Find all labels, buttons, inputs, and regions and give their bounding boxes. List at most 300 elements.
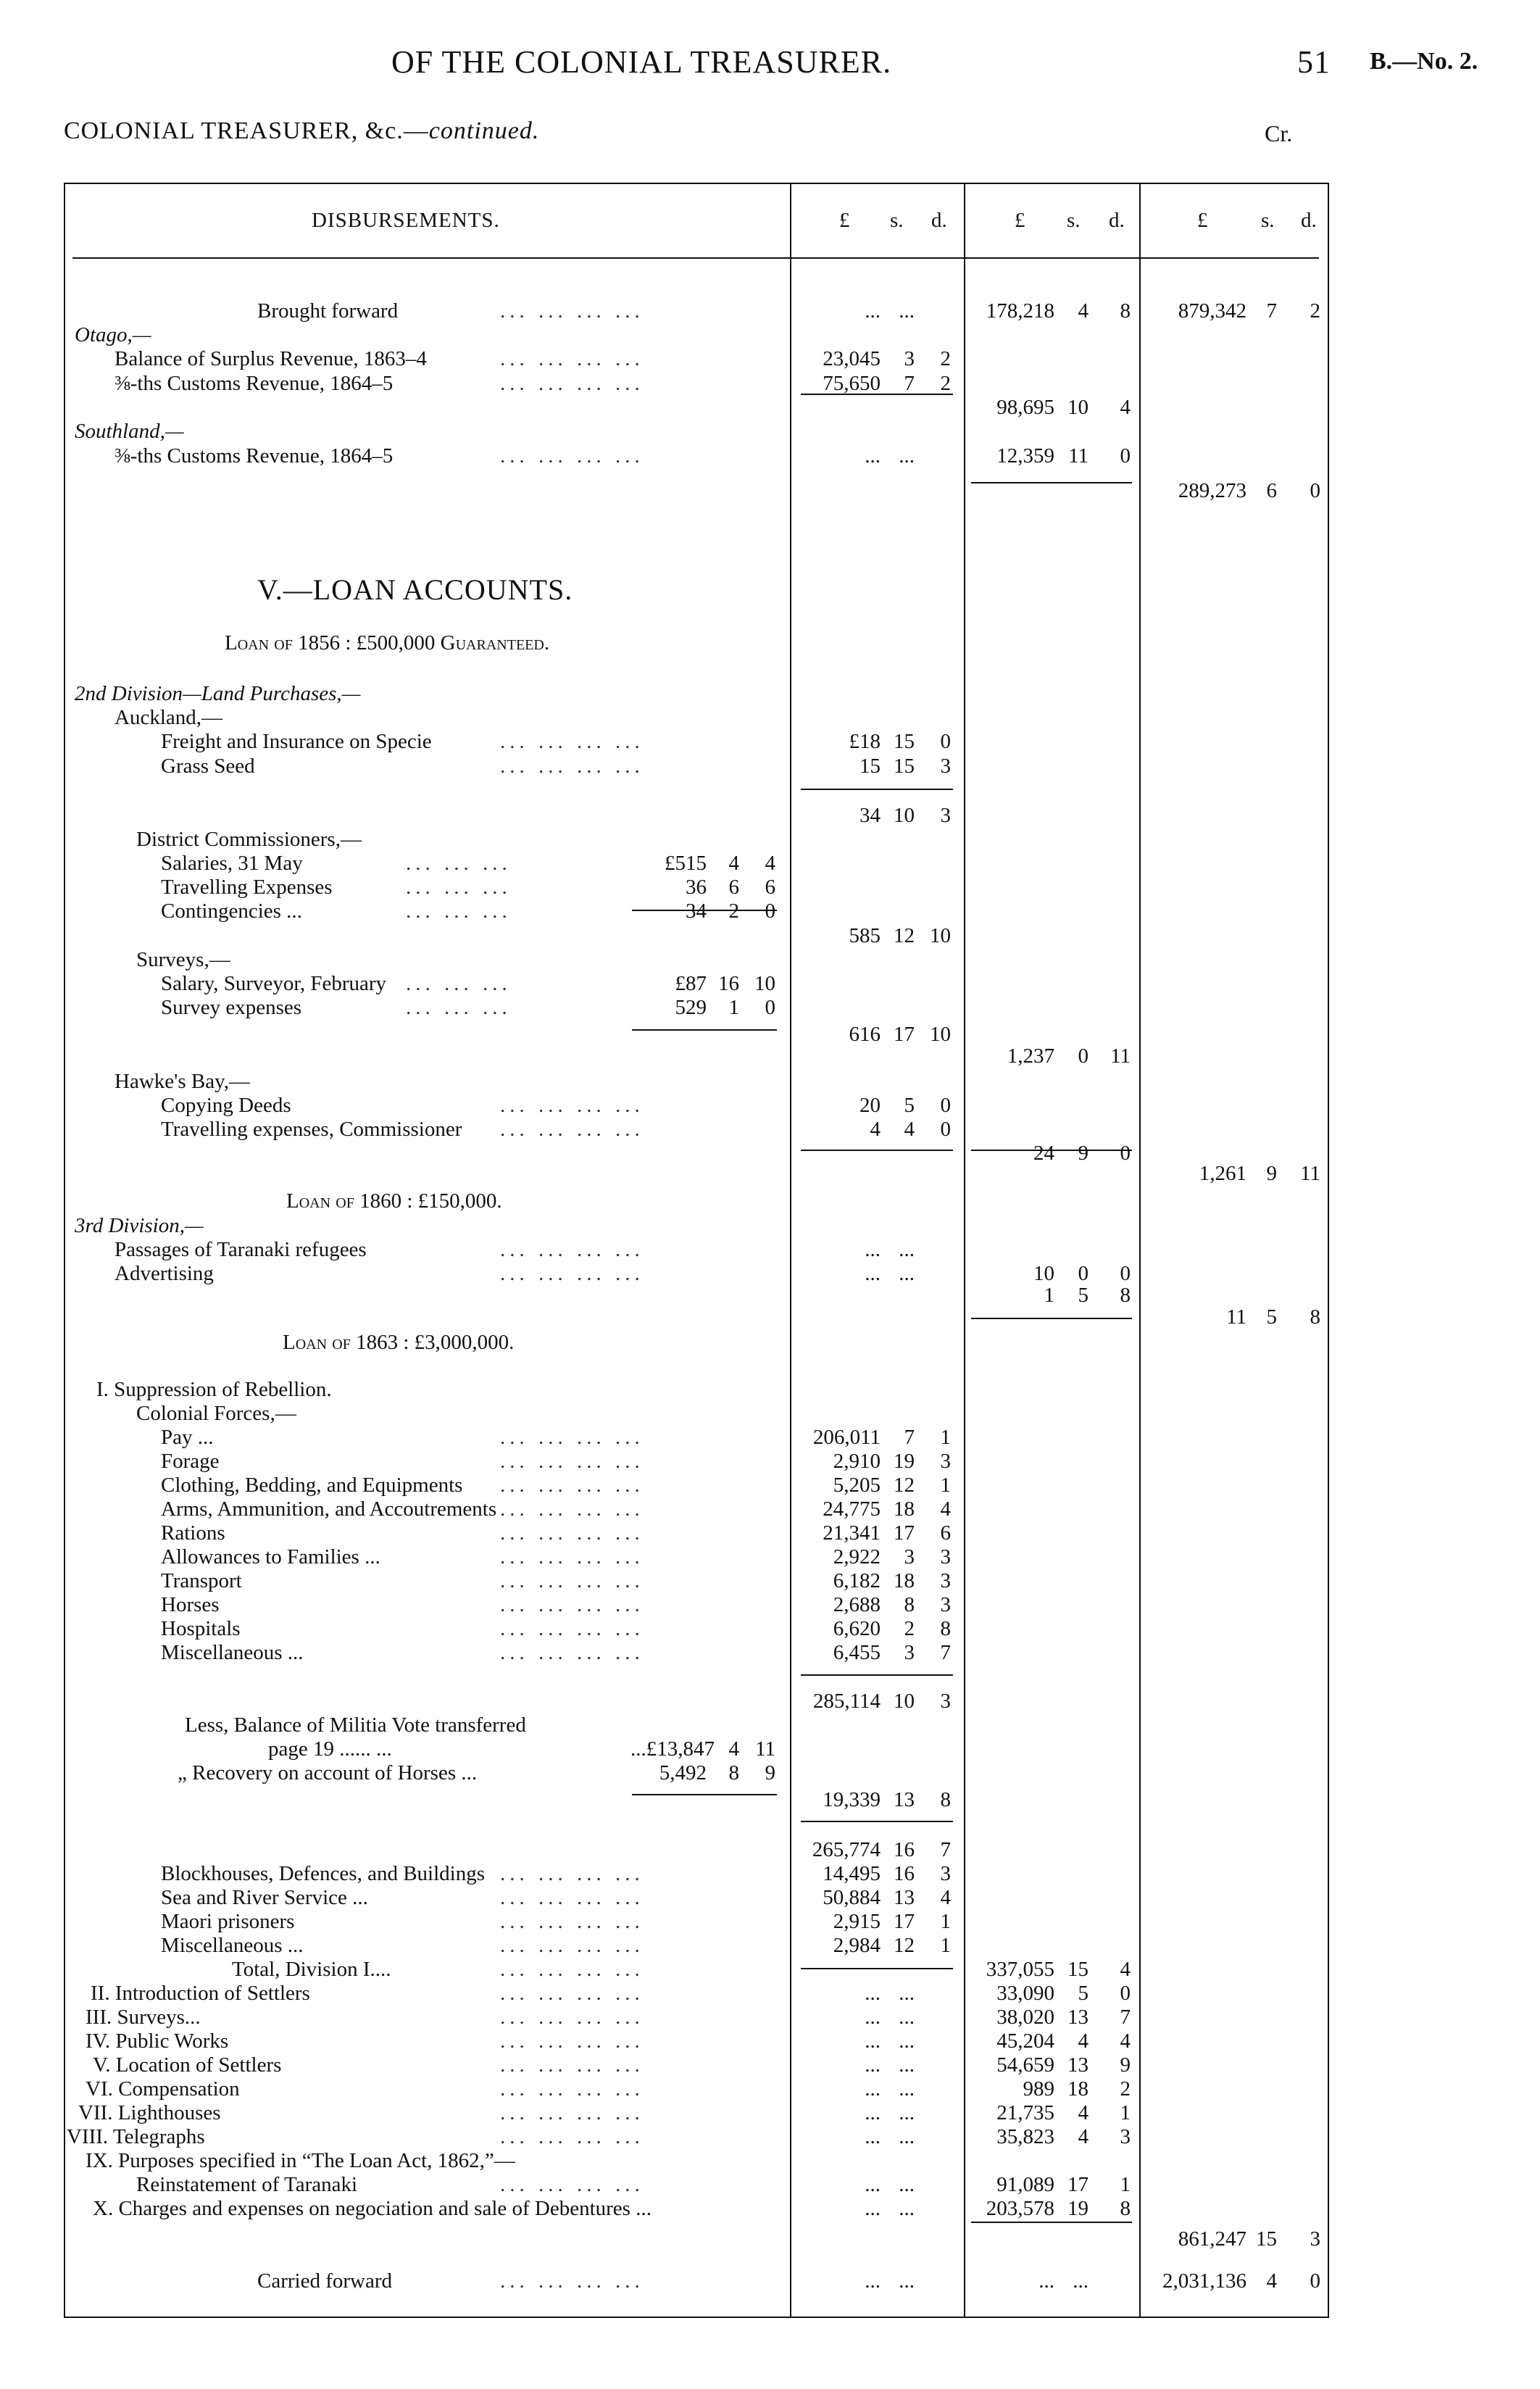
row-label-r6: VI. Compensation [86,2077,240,2101]
amount-c1-shillings: ... [899,2053,915,2077]
amount-c2-pounds: ... [1039,2269,1054,2293]
amount-c1-pounds: 6,182 [833,1569,881,1592]
row-label-cfw: Carried forward [257,2269,392,2293]
col2-pence: d. [1109,209,1125,232]
amount-c2-shillings: 18 [1067,2077,1089,2101]
leader-dots: ... ... ... ... [500,1934,644,1957]
amount-c1-pounds: 2,910 [833,1450,881,1473]
row-label-t2: Advertising [115,1262,214,1285]
row-label-dc2: Travelling Expenses [161,876,333,899]
amount-c1-pence: 10 [930,1023,951,1046]
amount-c3-pounds: 879,342 [1178,299,1246,323]
col1-pence: d. [931,209,947,232]
leader-dots: ... ... ... ... [500,755,644,778]
leader-dots: ... ... ... ... [500,1426,644,1449]
leader-dots: ... ... ... ... [500,299,644,323]
row-label-tot: Total, Division I.... [232,1958,391,1981]
amount-c1-shillings: 17 [894,1521,915,1545]
row-label-r10: X. Charges and expenses on negociation and sale of Debentures ... [93,2197,652,2220]
row-label-r3: III. Surveys... [86,2006,201,2029]
amount-c1-pounds: ... [865,1238,881,1261]
amount-c1-pence: 0 [940,1094,951,1117]
amount-c2-pence: 8 [1120,2197,1131,2220]
amount-c1-pounds: 15 [860,755,881,778]
row-label-p7: Transport [161,1569,242,1592]
amount-c1-pounds: 2,688 [833,1593,881,1616]
amount-c2-shillings: 4 [1078,2029,1089,2053]
leader-dots: ... ... ... [406,972,512,995]
row-label-sv2: Survey expenses [161,996,302,1019]
row-label-l63: Loan of 1863 : £3,000,000. [283,1331,515,1354]
page-title: OF THE COLONIAL TREASURER. [391,44,892,80]
amount-c2-pence: 8 [1120,299,1131,323]
amount-c2-pounds: 178,218 [986,299,1054,323]
amount-c0-pounds: £87 [675,972,707,995]
leader-dots: ... ... ... [406,876,512,899]
leader-dots: ... ... ... ... [500,1569,644,1592]
amount-c1-pence: 7 [940,1641,951,1664]
amount-c3-pence: 0 [1310,479,1320,502]
row-label-a1: Freight and Insurance on Specie [161,730,432,753]
amount-c1-shillings: 13 [894,1886,915,1909]
amount-c2-pence: 0 [1120,444,1131,468]
amount-c1-pence: 1 [940,1474,951,1497]
subtitle-text: COLONIAL TREASURER, &c.— [64,117,429,144]
amount-c1-pence: 1 [940,1934,951,1957]
amount-c1-pounds: 75,650 [823,372,881,395]
row-label-south: Southland,— [75,420,184,443]
leader-dots: ... ... ... ... [500,2125,644,2148]
amount-c1-shillings: ... [899,2006,915,2029]
amount-c1-pence: 1 [940,1910,951,1933]
amount-c2-pence: 11 [1110,1044,1131,1068]
row-label-dc1: Salaries, 31 May [161,852,303,875]
amount-c2-pence: 8 [1120,1284,1131,1307]
amount-c2-pounds: 91,089 [996,2173,1054,2196]
amount-c1-pence: 4 [940,1886,951,1909]
amount-c1-pounds: 206,011 [812,1426,881,1449]
amount-c0-pounds: 36 [686,876,707,899]
amount-c1-shillings: ... [899,2077,915,2101]
col2-shillings: s. [1067,209,1081,232]
amount-c1-shillings: 13 [894,1788,915,1811]
amount-c1-pounds: ... [865,2029,881,2053]
row-label-hb: Hawke's Bay,— [115,1070,250,1093]
amount-c1-pounds: 50,884 [823,1886,881,1909]
row-label-ls3: „ Recovery on account of Horses ... [178,1761,478,1785]
amount-c1-pounds: £18 [849,730,881,753]
amount-c0-pence: 6 [765,876,775,899]
col2-pounds: £ [1015,209,1025,232]
amount-c1-shillings: 15 [894,755,915,778]
amount-c1-pounds: 2,922 [833,1545,881,1569]
leader-dots: ... ... ... ... [500,1862,644,1885]
leader-dots: ... ... ... ... [500,1118,644,1141]
amount-c2-pence: 1 [1120,2173,1131,2196]
amount-c3-pence: 11 [1300,1162,1320,1185]
section-heading: V.—LOAN ACCOUNTS. [257,573,573,606]
amount-c3-pence: 8 [1310,1305,1320,1329]
amount-c1-shillings: 7 [904,372,915,395]
amount-c1-pounds: 265,774 [812,1838,881,1861]
amount-c2-pounds: 35,823 [996,2125,1054,2148]
row-label-b4: Miscellaneous ... [161,1934,304,1957]
amount-c3-pence: 0 [1310,2269,1320,2293]
amount-c1-shillings: 18 [894,1569,915,1592]
amount-c2-shillings: 4 [1078,2101,1089,2124]
row-label-r4: IV. Public Works [86,2029,229,2053]
leader-dots: ... ... ... ... [500,1262,644,1285]
leader-dots: ... ... ... ... [500,1521,644,1545]
leader-dots: ... ... ... ... [500,2053,644,2077]
leader-dots: ... ... ... ... [500,730,644,753]
leader-dots: ... ... ... ... [500,1450,644,1473]
amount-c0-shillings: 4 [728,852,739,875]
amount-c3-shillings: 7 [1266,299,1277,323]
credit-side: Cr. [1265,120,1293,146]
leader-dots: ... ... ... ... [500,1910,644,1933]
row-label-r8: VIII. Telegraphs [67,2125,205,2148]
amount-c1-shillings: ... [899,2101,915,2124]
row-label-d3: 3rd Division,— [75,1214,204,1237]
amount-c0-pence: 4 [765,852,775,875]
row-label-otago: Otago,— [75,323,151,346]
amount-c1-shillings: 7 [904,1426,915,1449]
amount-c1-pence: 8 [940,1788,951,1811]
amount-c2-pounds: 337,055 [986,1958,1054,1981]
amount-c1-shillings: ... [899,2029,915,2053]
row-label-sup: I. Suppression of Rebellion. [96,1378,332,1401]
amount-c0-shillings: 16 [718,972,739,995]
amount-c1-shillings: 17 [894,1023,915,1046]
col3-pounds: £ [1197,209,1208,232]
amount-c0-pence: 11 [755,1737,775,1761]
row-label-hb2: Travelling expenses, Commissioner [161,1118,462,1141]
amount-c1-pounds: ... [865,2197,881,2220]
amount-c1-pounds: ... [865,2101,881,2124]
leader-dots: ... ... ... ... [500,347,644,370]
amount-c1-shillings: 19 [894,1450,915,1473]
row-label-b3: Maori prisoners [161,1910,295,1933]
row-label-l56: Loan of 1856 : £500,000 Guaranteed. [225,631,550,655]
row-label-r9b: Reinstatement of Taranaki [136,2173,358,2196]
row-label-p4: Arms, Ammunition, and Accoutrements [161,1497,497,1521]
amount-c3-pence: 3 [1310,2227,1320,2251]
amount-c1-shillings: ... [899,2173,915,2196]
amount-c2-shillings: 10 [1067,396,1089,419]
amount-c0-pounds: 529 [675,996,707,1019]
amount-c1-pounds: 2,984 [833,1934,881,1957]
amount-c1-pounds: 585 [849,924,881,947]
amount-c1-pounds: 20 [860,1094,881,1117]
row-label-bf: Brought forward [257,299,399,323]
leader-dots: ... ... ... ... [500,1958,644,1981]
amount-c2-shillings: 15 [1067,1958,1089,1981]
leader-dots: ... ... ... ... [500,1238,644,1261]
amount-c2-pounds: 54,659 [996,2053,1054,2077]
row-label-t1: Passages of Taranaki refugees [115,1238,367,1261]
amount-c2-shillings: 4 [1078,299,1089,323]
row-label-ls2: page 19 ...... ... [268,1737,392,1761]
amount-c3-pounds: 2,031,136 [1162,2269,1246,2293]
amount-c2-shillings: 4 [1078,2125,1089,2148]
amount-c1-shillings: ... [899,1262,915,1285]
amount-c1-shillings: 3 [904,347,915,370]
row-label-p8: Horses [161,1593,220,1616]
leader-dots: ... ... ... ... [500,1497,644,1521]
amount-c2-pence: 4 [1120,396,1131,419]
leader-dots: ... ... ... ... [500,1617,644,1640]
row-label-p10: Miscellaneous ... [161,1641,304,1664]
amount-c2-pounds: 12,359 [996,444,1054,468]
amount-c1-pounds: ... [865,1262,881,1285]
amount-c1-pence: 3 [940,1450,951,1473]
amount-c1-shillings: ... [899,1238,915,1261]
row-label-b2: Sea and River Service ... [161,1886,368,1909]
amount-c1-shillings: 15 [894,730,915,753]
amount-c1-pence: 2 [940,347,951,370]
amount-c1-shillings: 12 [894,1934,915,1957]
amount-c2-pence: 4 [1120,1958,1131,1981]
amount-c2-pence: 7 [1120,2006,1131,2029]
amount-c1-pounds: ... [865,2006,881,2029]
row-label-r5: V. Location of Settlers [93,2053,282,2077]
amount-c2-pounds: 33,090 [996,1982,1054,2005]
amount-c2-pence: 0 [1120,1262,1131,1285]
amount-c1-shillings: ... [899,444,915,468]
leader-dots: ... ... ... ... [500,1545,644,1569]
amount-c1-shillings: 16 [894,1838,915,1861]
amount-c1-pounds: ... [865,2077,881,2101]
amount-c1-shillings: 5 [904,1094,915,1117]
amount-c3-shillings: 9 [1266,1162,1277,1185]
amount-c1-shillings: 12 [894,1474,915,1497]
row-label-hb1: Copying Deeds [161,1094,291,1117]
leader-dots: ... ... ... [406,852,512,875]
amount-c1-pence: 3 [940,755,951,778]
amount-c1-shillings: 10 [894,804,915,827]
amount-c1-shillings: 3 [904,1641,915,1664]
amount-c1-pence: 4 [940,1497,951,1521]
row-label-dc: District Commissioners,— [136,828,362,851]
amount-c2-shillings: 0 [1078,1044,1089,1068]
amount-c1-shillings: 18 [894,1497,915,1521]
amount-c1-pounds: 4 [870,1118,881,1141]
amount-c1-shillings: 4 [904,1118,915,1141]
amount-c0-shillings: 4 [728,1737,739,1761]
amount-c2-shillings: 0 [1078,1262,1089,1285]
amount-c2-pence: 2 [1120,2077,1131,2101]
amount-c1-pence: 2 [940,372,951,395]
amount-c1-pounds: ... [865,299,881,323]
amount-c2-shillings: ... [1073,2269,1089,2293]
row-label-b1: Blockhouses, Defences, and Buildings [161,1862,486,1885]
row-label-r7: VII. Lighthouses [78,2101,221,2124]
amount-c3-shillings: 6 [1266,479,1277,502]
leader-dots: ... ... ... ... [500,1982,644,2005]
amount-c3-shillings: 5 [1266,1305,1277,1329]
amount-c1-pence: 3 [940,1862,951,1885]
amount-c2-pounds: 10 [1033,1262,1054,1285]
amount-c3-pounds: 861,247 [1178,2227,1246,2251]
amount-c2-pounds: 21,735 [996,2101,1054,2124]
amount-c2-pounds: 1,237 [1007,1044,1054,1068]
amount-c1-pounds: 5,205 [833,1474,881,1497]
leader-dots: ... ... ... ... [500,1474,644,1497]
leader-dots: ... ... ... [406,996,512,1019]
row-label-l60: Loan of 1860 : £150,000. [286,1189,502,1213]
leader-dots: ... ... ... ... [500,2029,644,2053]
amount-c0-pence: 0 [765,996,775,1019]
amount-c1-pence: 3 [940,1593,951,1616]
col3-shillings: s. [1261,209,1275,232]
amount-c1-pounds: ... [865,2125,881,2148]
amount-c2-pounds: 24 [1033,1142,1054,1165]
subtitle-cont: continued. [428,117,540,144]
row-label-p2: Forage [161,1450,220,1473]
amount-c2-shillings: 13 [1067,2053,1089,2077]
amount-c2-shillings: 17 [1067,2173,1089,2196]
leader-dots: ... ... ... [406,899,512,923]
amount-c1-pence: 6 [940,1521,951,1545]
amount-c2-pence: 0 [1120,1982,1131,2005]
amount-c1-pounds: 2,915 [833,1910,881,1933]
amount-c2-pence: 9 [1120,2053,1131,2077]
amount-c1-pounds: ... [865,2173,881,2196]
amount-c1-pounds: ... [865,2269,881,2293]
row-label-o2: ⅜-ths Customs Revenue, 1864–5 [115,372,394,395]
amount-c1-pounds: ... [865,2053,881,2077]
amount-c1-pounds: 34 [860,804,881,827]
row-label-p3: Clothing, Bedding, and Equipments [161,1474,463,1497]
row-label-r9: IX. Purposes specified in “The Loan Act, 1862,”— [86,2149,515,2172]
amount-c1-shillings: 12 [894,924,915,947]
amount-c1-pounds: 23,045 [823,347,881,370]
amount-c1-shillings: ... [899,1982,915,2005]
amount-c3-shillings: 15 [1256,2227,1277,2251]
amount-c2-pounds: 98,695 [996,396,1054,419]
amount-c2-shillings: 11 [1068,444,1089,468]
amount-c1-shillings: ... [899,2197,915,2220]
amount-c0-pence: 0 [765,899,775,923]
amount-c1-shillings: 3 [904,1545,915,1569]
amount-c1-pence: 3 [940,1569,951,1592]
amount-c1-pence: 1 [940,1426,951,1449]
amount-c0-shillings: 6 [728,876,739,899]
row-label-a2: Grass Seed [161,755,255,778]
page-subtitle [64,117,539,145]
amount-c3-pounds: 11 [1226,1305,1246,1329]
leader-dots: ... ... ... ... [500,2101,644,2124]
amount-c1-pence: 3 [940,1545,951,1569]
leader-dots: ... ... ... ... [500,2006,644,2029]
row-label-p1: Pay ... [161,1426,214,1449]
amount-c2-pounds: 45,204 [996,2029,1054,2053]
amount-c3-pounds: 289,273 [1178,479,1246,502]
amount-c1-pence: 7 [940,1838,951,1861]
leader-dots: ... ... ... ... [500,1593,644,1616]
amount-c3-shillings: 4 [1266,2269,1277,2293]
col1-shillings: s. [890,209,904,232]
amount-c2-pence: 0 [1120,1142,1131,1165]
amount-c0-pence: 10 [754,972,775,995]
amount-c3-pounds: 1,261 [1199,1162,1246,1185]
amount-c0-pounds: 34 [686,899,707,923]
amount-c2-pounds: 203,578 [986,2197,1054,2220]
row-label-o1: Balance of Surplus Revenue, 1863–4 [115,347,427,370]
amount-c1-pounds: 21,341 [823,1521,881,1545]
amount-c2-shillings: 5 [1078,1982,1089,2005]
amount-c1-pence: 3 [940,804,951,827]
amount-c1-shillings: 2 [904,1617,915,1640]
amount-c0-shillings: 8 [728,1761,739,1785]
amount-c2-pounds: 989 [1023,2077,1054,2101]
leader-dots: ... ... ... ... [500,1641,644,1664]
amount-c1-pounds: 6,620 [833,1617,881,1640]
row-label-p9: Hospitals [161,1617,241,1640]
amount-c1-pence: 10 [930,924,951,947]
amount-c2-shillings: 19 [1067,2197,1089,2220]
amount-c1-pence: 3 [940,1690,951,1713]
leader-dots: ... ... ... ... [500,372,644,395]
amount-c1-shillings: 8 [904,1593,915,1616]
amount-c1-pence: 0 [940,730,951,753]
amount-c1-pounds: 616 [849,1023,881,1046]
amount-c0-pounds: 5,492 [659,1761,707,1785]
row-label-d2: 2nd Division—Land Purchases,— [75,682,361,705]
col3-pence: d. [1301,209,1317,232]
amount-c2-shillings: 5 [1078,1284,1089,1307]
amount-c2-shillings: 9 [1078,1142,1089,1165]
row-label-p5: Rations [161,1521,225,1545]
leader-dots: ... ... ... ... [500,444,644,468]
row-label-p6: Allowances to Families ... [161,1545,380,1569]
amount-c1-shillings: ... [899,299,915,323]
amount-c1-shillings: ... [899,2269,915,2293]
amount-c3-pence: 2 [1310,299,1320,323]
leader-dots: ... ... ... ... [500,2173,644,2196]
row-label-s1: ⅜-ths Customs Revenue, 1864–5 [115,444,394,468]
amount-c1-pounds: ... [865,444,881,468]
amount-c2-shillings: 13 [1067,2006,1089,2029]
row-label-dc3: Contingencies ... [161,899,302,923]
row-label-cf: Colonial Forces,— [136,1402,296,1425]
amount-c1-shillings: 16 [894,1862,915,1885]
amount-c0-shillings: 2 [728,899,739,923]
amount-c1-shillings: 17 [894,1910,915,1933]
amount-c1-pounds: 24,775 [823,1497,881,1521]
col1-pounds: £ [839,209,850,232]
amount-c1-pounds: 14,495 [823,1862,881,1885]
row-label-r2: II. Introduction of Settlers [91,1982,310,2005]
leader-dots: ... ... ... ... [500,2269,644,2293]
amount-c0-shillings: 1 [728,996,739,1019]
amount-c1-pounds: 19,339 [823,1788,881,1811]
disbursements-header: DISBURSEMENTS. [312,209,500,232]
row-label-auck: Auckland,— [115,706,222,729]
amount-c1-pounds: ... [865,1982,881,2005]
amount-c0-pence: 9 [765,1761,775,1785]
page-number: 51 [1297,44,1331,80]
amount-c2-pounds: 38,020 [996,2006,1054,2029]
leader-dots: ... ... ... ... [500,2077,644,2101]
amount-c1-pounds: 6,455 [833,1641,881,1664]
amount-c2-pounds: 1 [1044,1284,1054,1307]
row-label-sv1: Salary, Surveyor, February [161,972,387,995]
amount-c0-pounds: £515 [665,852,707,875]
amount-c0-pounds: ...£13,847 [630,1737,715,1761]
document-ref: B.—No. 2. [1370,48,1478,75]
